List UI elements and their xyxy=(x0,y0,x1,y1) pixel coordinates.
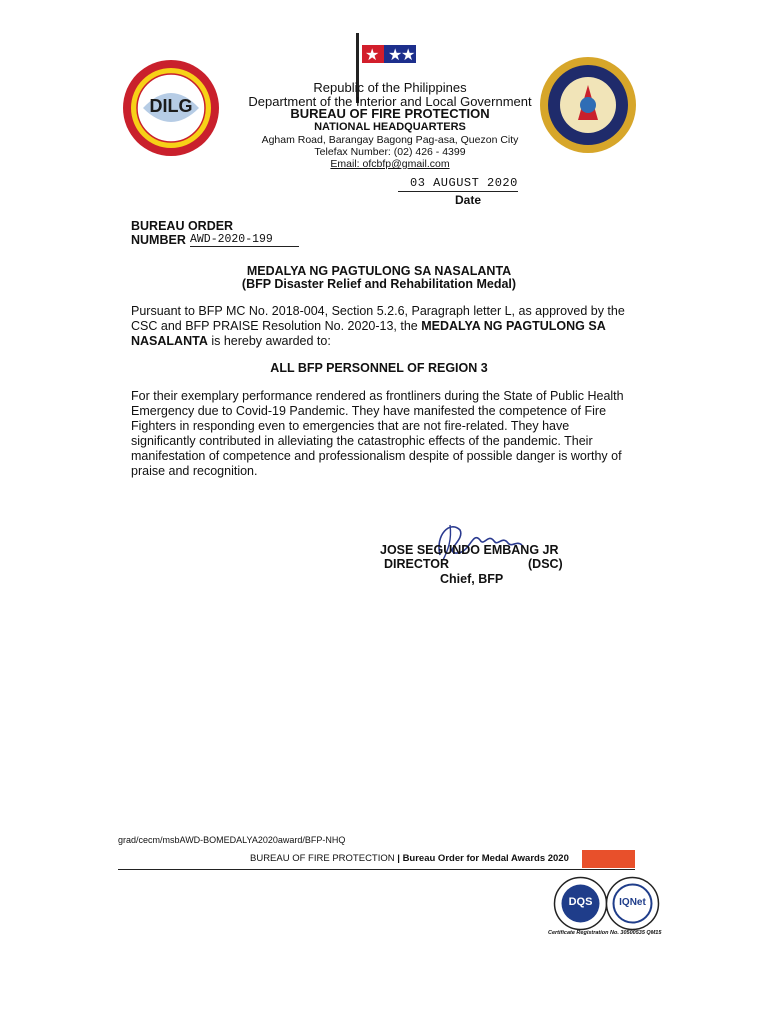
footer-title xyxy=(250,853,569,864)
para1-line2 xyxy=(131,319,629,334)
awardee: ALL BFP PERSONNEL OF REGION 3 xyxy=(270,361,488,375)
para1-line2-text: CSC and BFP PRAISE Resolution No. 2020-13, the xyxy=(131,319,422,333)
footer-doc-title: Bureau Order for Medal Awards 2020 xyxy=(402,853,569,864)
header-nhq: NATIONAL HEADQUARTERS xyxy=(314,121,466,133)
medal-subtitle: (BFP Disaster Relief and Rehabilitation Medal) xyxy=(241,277,517,291)
para1-line3 xyxy=(131,334,629,349)
date-underline xyxy=(398,191,518,192)
para2-line3: Fighters in responding even to emergencies that are not fire-related. They have xyxy=(131,419,570,433)
footer-separator: | xyxy=(394,853,403,864)
para1-line3-bold: NASALANTA xyxy=(131,334,208,348)
header-telefax: Telefax Number: (02) 426 - 4399 xyxy=(314,146,466,158)
header-department: Department of the Interior and Local Government xyxy=(248,94,532,109)
order-date: 03 AUGUST 2020 xyxy=(410,176,518,190)
footer-ref: grad/cecm/msbAWD-BOMEDALYA2020award/BFP-NHQ xyxy=(118,835,346,845)
header-address: Agham Road, Barangay Bagong Pag-asa, Quezon City xyxy=(261,134,519,146)
date-label: Date xyxy=(455,193,482,207)
medal-title: MEDALYA NG PAGTULONG SA NASALANTA xyxy=(246,264,512,278)
header-email[interactable]: Email: ofcbfp@gmail.com xyxy=(330,158,450,170)
footer-bureau: BUREAU OF FIRE PROTECTION xyxy=(250,853,395,864)
para1-line1: Pursuant to BFP MC No. 2018-004, Section 5.2.6, Paragraph letter L, as approved by the xyxy=(131,304,625,318)
svg-text:★: ★ xyxy=(365,45,380,64)
dilg-label: DILG xyxy=(149,96,193,116)
signatory-suffix: (DSC) xyxy=(528,557,563,571)
dqs-label: DQS xyxy=(568,896,593,908)
para2-line4: significantly contributed in alleviating the catastrophic effects of the pandemic. Their xyxy=(131,434,593,448)
svg-text:★: ★ xyxy=(401,45,416,64)
header-republic: Republic of the Philippines xyxy=(313,80,467,95)
pursuant-paragraph xyxy=(131,304,629,349)
order-number-label: NUMBER xyxy=(131,233,186,247)
iqnet-label: IQNet xyxy=(619,897,646,908)
iqnet-cert-logo xyxy=(605,876,660,931)
para1-line2-bold: MEDALYA NG PAGTULONG SA xyxy=(421,319,606,333)
para2-line6: praise and recognition. xyxy=(131,464,258,478)
cert-registration: Certificate Registration No. 30500535 QM15 xyxy=(548,930,662,936)
dqs-cert-logo xyxy=(553,876,608,931)
para2-line5: manifestation of competence and professionalism despite of possible danger is worthy of xyxy=(131,449,622,463)
signatory-name: JOSE SEGUNDO EMBANG JR xyxy=(380,543,559,557)
signatory-position: Chief, BFP xyxy=(440,572,504,586)
bureau-order-label: BUREAU ORDER xyxy=(131,219,234,233)
para2-line1: For their exemplary performance rendered as frontliners during the State of Public Health xyxy=(131,389,624,403)
order-number: AWD-2020-199 xyxy=(190,233,299,247)
signatory-rank: DIRECTOR xyxy=(384,557,450,571)
footer-red-box xyxy=(582,850,635,868)
para2-line2: Emergency due to Covid-19 Pandemic. They have manifested the competence of Fire xyxy=(131,404,607,418)
para1-line3-text: is hereby awarded to: xyxy=(207,334,331,348)
svg-text:★: ★ xyxy=(388,45,403,64)
header-bureau: BUREAU OF FIRE PROTECTION xyxy=(290,106,490,121)
citation-paragraph xyxy=(131,389,629,479)
